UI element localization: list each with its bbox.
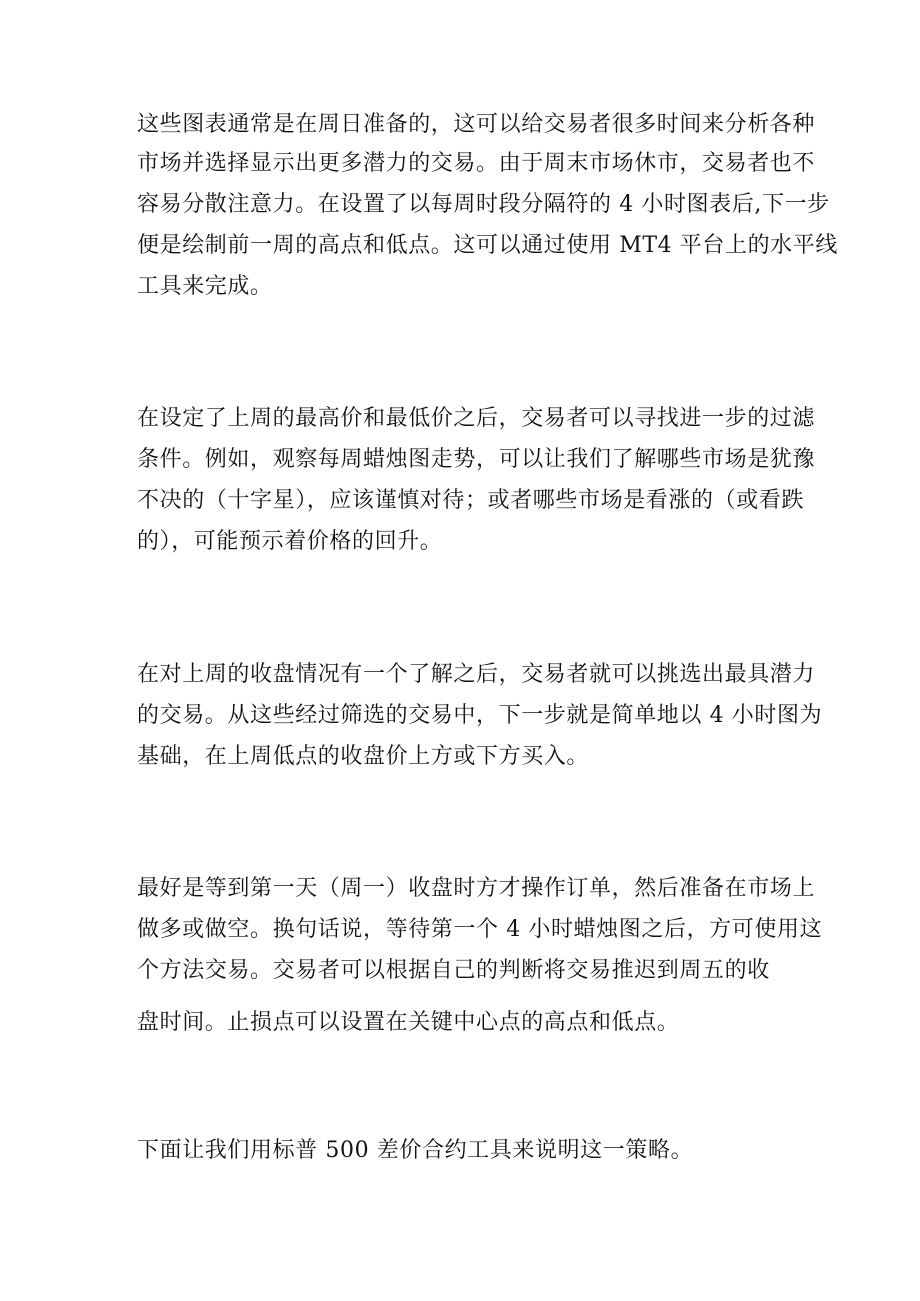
paragraph-line: 便是绘制前一周的高点和低点。这可以通过使用 MT4 平台上的水平线	[137, 233, 838, 258]
paragraph-line: 这些图表通常是在周日准备的，这可以给交易者很多时间来分析各种	[137, 112, 816, 137]
paragraph-line: 的），可能预示着价格的回升。	[137, 529, 443, 554]
paragraph-line: 在对上周的收盘情况有一个了解之后，交易者就可以挑选出最具潜力	[137, 662, 816, 687]
paragraph-line: 在设定了上周的最高价和最低价之后，交易者可以寻找进一步的过滤	[137, 406, 816, 431]
paragraph-line: 基础，在上周低点的收盘价上方或下方买入。	[137, 744, 590, 769]
paragraph-line: 个方法交易。交易者可以根据自己的判断将交易推迟到周五的收	[137, 958, 770, 983]
paragraph-line: 下面让我们用标普 500 差价合约工具来说明这一策略。	[137, 1138, 694, 1163]
paragraph-line: 盘时间。止损点可以设置在关键中心点的高点和低点。	[137, 1010, 680, 1035]
paragraph-line: 容易分散注意力。在设置了以每周时段分隔符的 4 小时图表后,下一步	[137, 192, 830, 217]
paragraph-line: 的交易。从这些经过筛选的交易中，下一步就是简单地以 4 小时图为	[137, 703, 823, 728]
paragraph-line: 最好是等到第一天（周一）收盘时方才操作订单，然后准备在市场上	[137, 876, 816, 901]
paragraph-line: 做多或做空。换句话说，等待第一个 4 小时蜡烛图之后，方可使用这	[137, 917, 823, 942]
paragraph-line: 条件。例如，观察每周蜡烛图走势，可以让我们了解哪些市场是犹豫	[137, 447, 816, 472]
paragraph-line: 工具来完成。	[137, 274, 273, 299]
paragraph-line: 市场并选择显示出更多潜力的交易。由于周末市场休市，交易者也不	[137, 151, 816, 176]
paragraph-line: 不决的（十字星），应该谨慎对待；或者哪些市场是看涨的（或看跌	[137, 488, 805, 513]
